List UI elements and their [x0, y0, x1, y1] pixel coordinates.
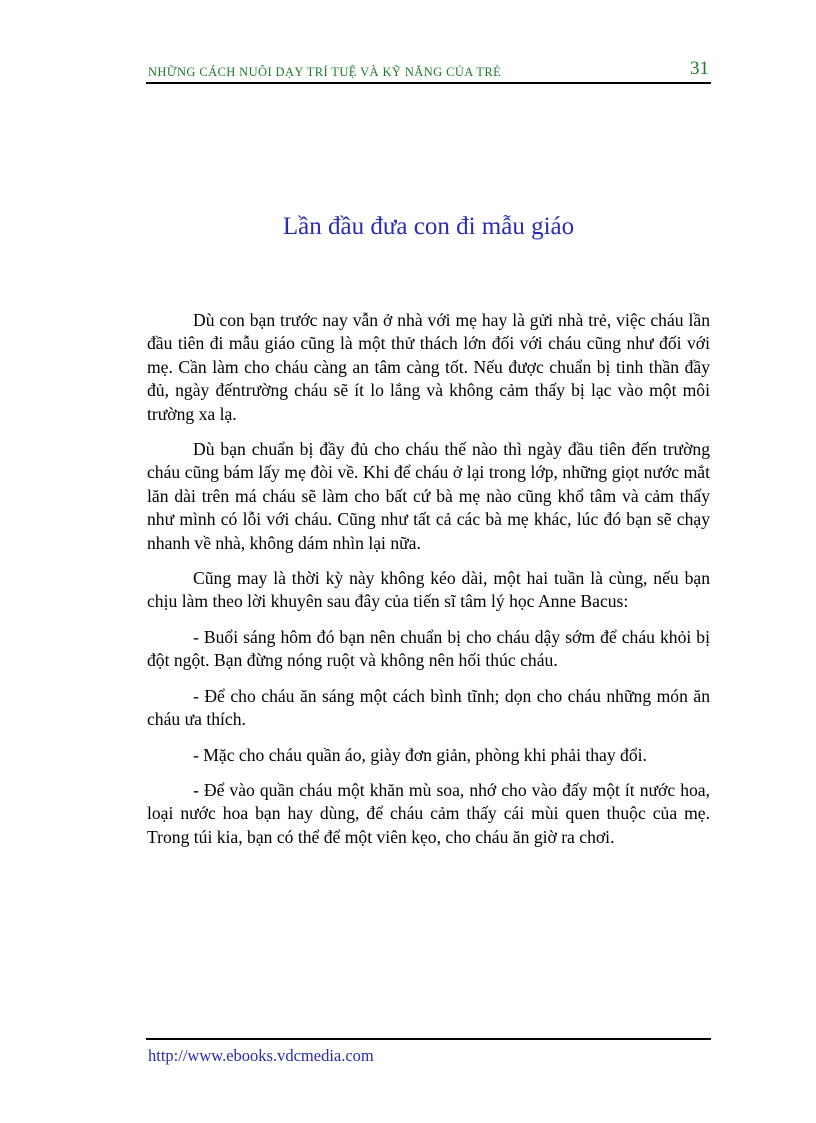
list-item: - Mặc cho cháu quần áo, giày đơn giản, phòng khi phải thay đổi. [193, 744, 647, 765]
paragraph: Dù con bạn trước nay vẫn ở nhà với mẹ hay là gửi nhà trẻ, việc cháu lần đầu tiên đi mẫu giáo cũng là một thử thách lớn đối với cháu cũng như đối với mẹ. Cần làm cho cháu càng an tâm càng tốt. Nếu được chuẩn bị tinh thần đầy đủ, ngày đếntrường cháu sẽ ít lo lắng và không cảm thấy bị lạc vào một môi trường xa lạ. [147, 310, 710, 424]
page-footer [146, 1038, 711, 1065]
list-item: - Để cho cháu ăn sáng một cách bình tĩnh; dọn cho cháu những món ăn cháu ưa thích. [147, 685, 710, 730]
chapter-title: Lần đầu đưa con đi mẫu giáo [282, 213, 575, 240]
website-link[interactable]: http://www.ebooks.vdcmedia.com [148, 1046, 374, 1065]
page-number: 31 [690, 58, 709, 79]
paragraph: Cũng may là thời kỳ này không kéo dài, một hai tuần là cùng, nếu bạn chịu làm theo lời khuyên sau đây của tiến sĩ tâm lý học Anne Bacus: [147, 568, 710, 612]
list-item: - Để vào quần cháu một khăn mù soa, nhớ cho vào đấy một ít nước hoa, loại nước hoa bạn hay dùng, để cháu cảm thấy cái mùi quen thuộc của mẹ. Trong túi kia, bạn có thể để một viên kẹo, cho cháu ăn giờ ra chơi. [147, 779, 710, 847]
list-item: - Buổi sáng hôm đó bạn nên chuẩn bị cho cháu dậy sớm để cháu khỏi bị đột ngột. Bạn đừng nóng ruột và không nên hối thúc cháu. [147, 626, 710, 671]
page-header [146, 58, 711, 84]
paragraph: Dù bạn chuẩn bị đầy đủ cho cháu thế nào thì ngày đầu tiên đến trường cháu cũng bám lấy mẹ đòi về. Khi để cháu ở lại trong lớp, những giọt nước mắt lăn dài trên má cháu sẽ làm cho bất cứ bà mẹ nào cũng khổ tâm và cảm thấy như mình có lỗi với cháu. Cũng như tất cả các bà mẹ khác, lúc đó bạn sẽ chạy nhanh về nhà, không dám nhìn lại nữa. [147, 439, 710, 553]
book-title: NHỮNG CÁCH NUÔI DẠY TRÍ TUỆ VÀ KỸ NĂNG CỦA TRẺ [148, 65, 502, 79]
body-text [147, 309, 710, 861]
